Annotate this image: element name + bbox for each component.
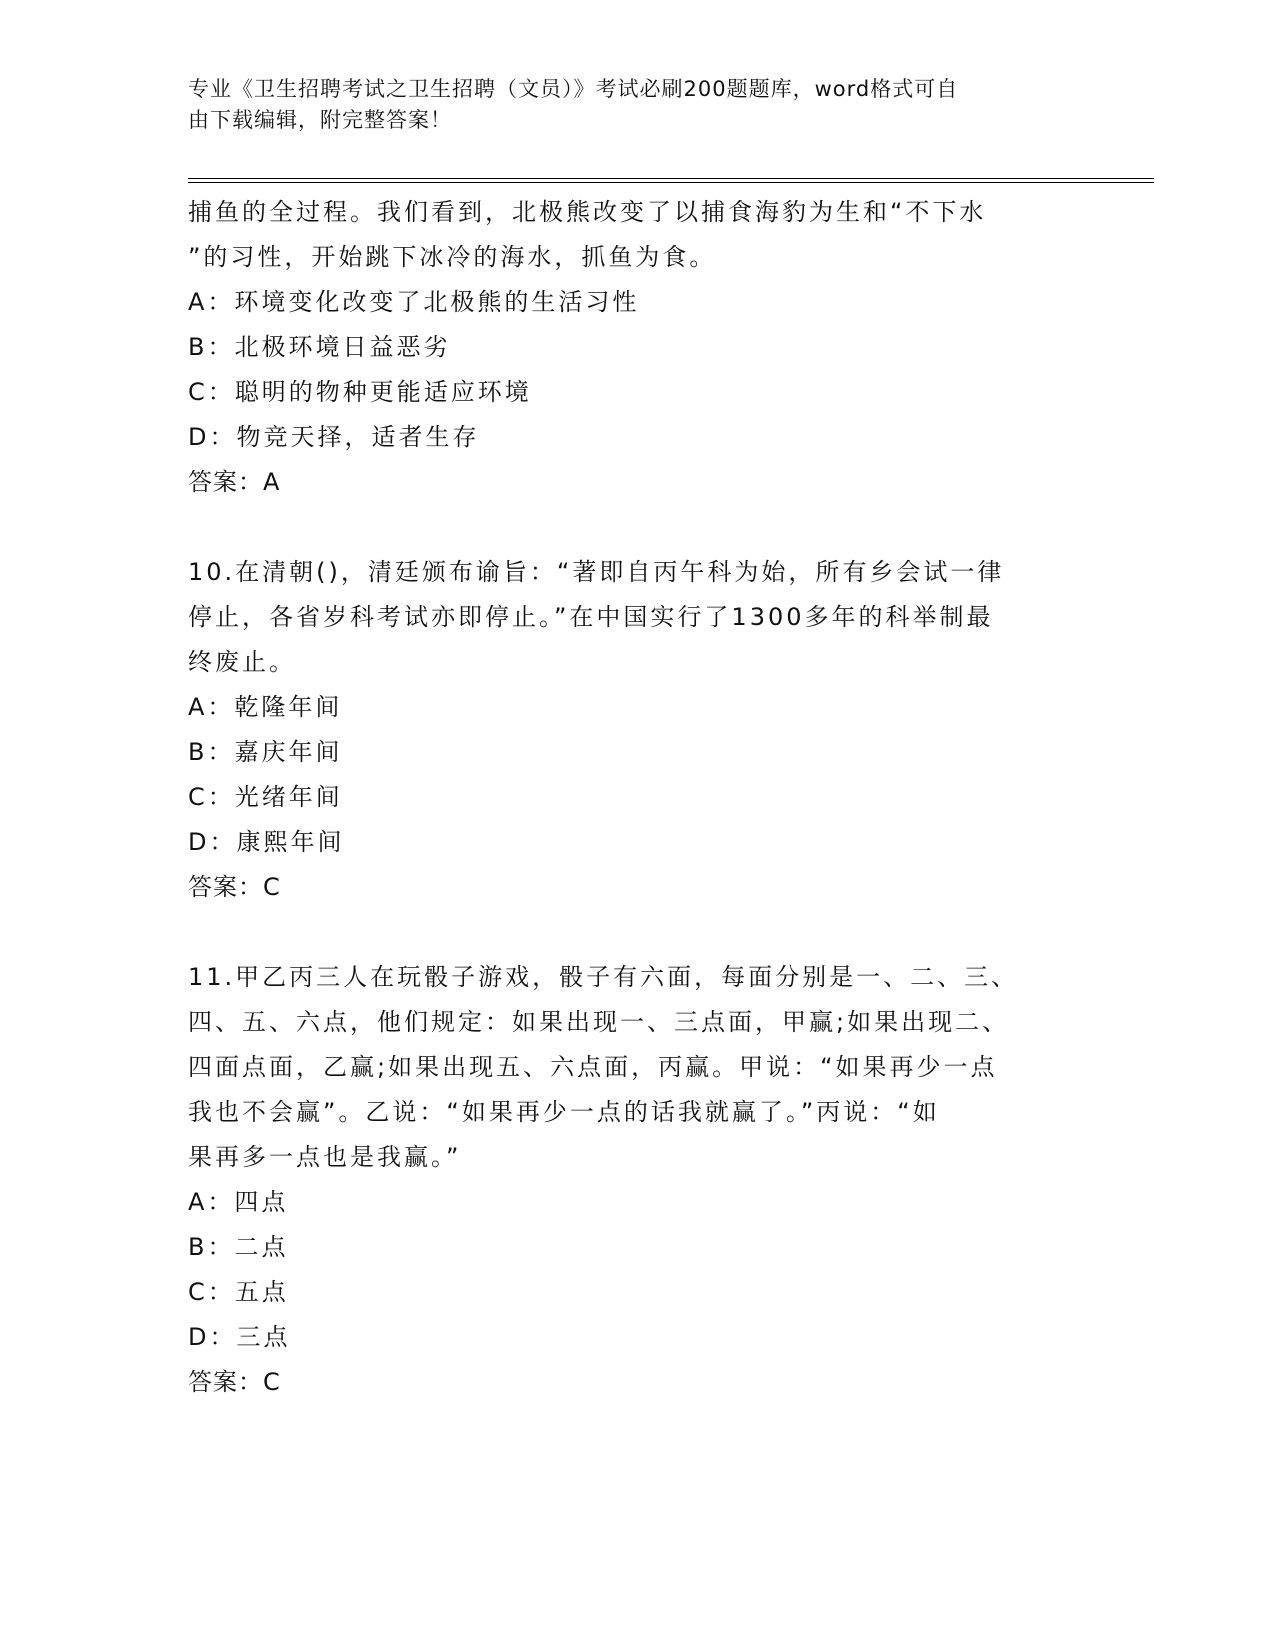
option-a: A：乾隆年间 [188,693,343,721]
page-header [188,74,1088,136]
option-d: D：康熙年间 [188,828,345,856]
answer-text: 答案：C [188,1368,281,1396]
option-d: D：物竞天择，适者生存 [188,423,480,451]
question-stem-line: 捕鱼的全过程。我们看到，北极熊改变了以捕食海豹为生和“不下水 [188,198,987,226]
question-stem-line: 停止，各省岁科考试亦即停止。”在中国实行了1300多年的科举制最 [188,603,994,631]
question-stem-line: 11.甲乙丙三人在玩骰子游戏，骰子有六面，每面分别是一、二、三、 [188,963,1019,991]
question-stem-line: 四、五、六点，他们规定：如果出现一、三点面，甲赢;如果出现二、 [188,1008,1010,1036]
header-divider [188,178,1154,183]
spacer [188,910,1088,955]
question-11 [188,955,1088,1405]
spacer [188,505,1088,550]
question-stem-line: 果再多一点也是我赢。” [188,1143,462,1171]
option-c: C：光绪年间 [188,783,343,811]
question-stem-line: 10.在清朝()，清廷颁布谕旨：“著即自丙午科为始，所有乡会试一律 [188,558,1005,586]
option-b: B：嘉庆年间 [188,738,343,766]
question-9 [188,190,1088,505]
answer-text: 答案：A [188,468,281,496]
question-stem-line: 终废止。 [188,648,296,676]
answer-text: 答案：C [188,873,281,901]
option-b: B：北极环境日益恶劣 [188,333,451,361]
question-10 [188,550,1088,910]
question-stem-line: ”的习性，开始跳下冰冷的海水，抓鱼为食。 [188,243,717,271]
option-b: B：二点 [188,1233,289,1261]
option-a: A：四点 [188,1188,289,1216]
question-list [188,190,1088,1405]
option-c: C：五点 [188,1278,289,1306]
header-title-line-2: 由下载编辑，附完整答案！ [188,108,452,132]
option-a: A：环境变化改变了北极熊的生活习性 [188,288,640,316]
option-c: C：聪明的物种更能适应环境 [188,378,532,406]
question-stem-line: 我也不会赢”。乙说：“如果再少一点的话我就赢了。”丙说：“如 [188,1098,940,1126]
question-stem-line: 四面点面，乙赢;如果出现五、六点面，丙赢。甲说：“如果再少一点 [188,1053,998,1081]
option-d: D：三点 [188,1323,291,1351]
header-title-line-1: 专业《卫生招聘考试之卫生招聘（文员）》考试必刷200题题库，word格式可自 [188,77,959,101]
